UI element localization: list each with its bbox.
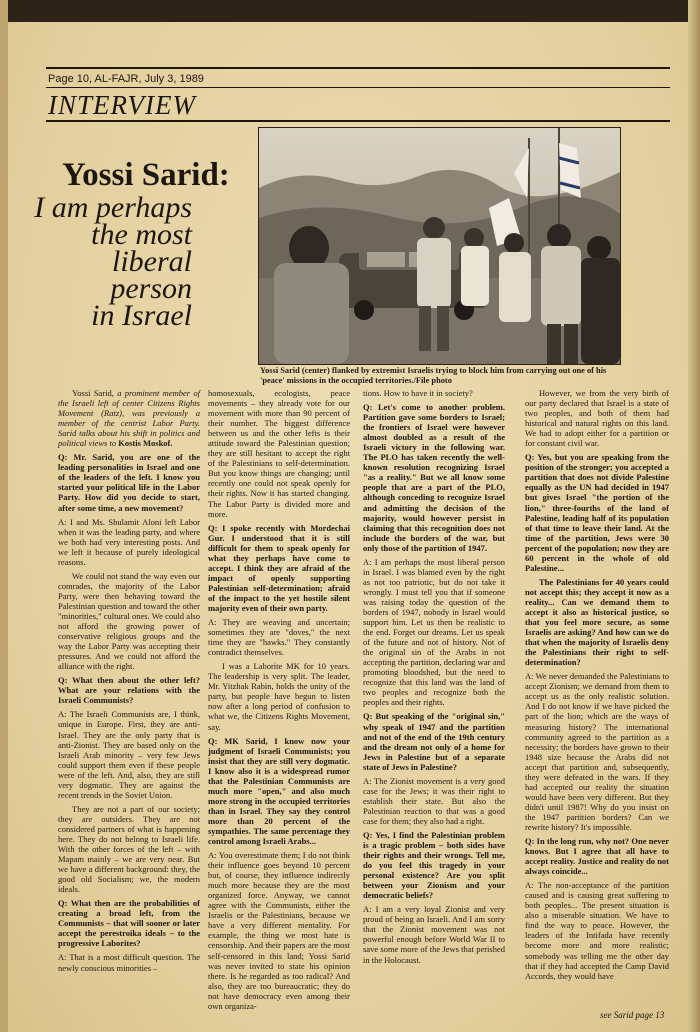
paragraph: Q: What then about the other left? What are your relations with the Israeli Communists? (58, 675, 200, 706)
section-title: INTERVIEW (48, 90, 196, 120)
paragraph: A: I am a very loyal Zionist and very proud of being an Israeli. And I am sorry that the Zionist movement was not powerful enough before World War II to save some more of the Jews that perished in the Holocaust. (363, 904, 505, 965)
paragraph: Q: Mr. Sarid, you are one of the leading personalities in Israel and one of the leaders of the left. I know you started your political life in the Labor Party. How did you decide to start, after some time, a new movement? (58, 452, 200, 513)
paragraph: A: We never demanded the Palestinians to accept Zionism; we demand from them to accept us as the only realistic solution. And I do not know if we have picked the part of the lion; which are the ways of measuring history? The international community agreed to the partition as a necessity; the borders have grown to their 1948 size because the Arabs did not accept that partition and, subsequently, they were defeated in the wars. If they had accepted our reality the situation would have been very different. But they didn't until 1987! Why do you insist on the 1947 partition borders? Can we rewrite history? It's impossible. (525, 671, 669, 832)
news-photo (258, 127, 621, 365)
paragraph: Q: I spoke recently with Mordechai Gur. I understood that it is still difficult for them to speak openly for what they perhaps have come to accept. I think they are afraid of the impact of openly supporting Palestinian self-determination; afraid of the impact to the yet hostile silent majority even of their own party. (208, 522, 350, 613)
headline-line-4: person (110, 272, 192, 305)
photo-caption: Yossi Sarid (center) flanked by extremist Israelis trying to block him from carrying out one of his 'peace' missions in the occupied territories./File photo (260, 366, 607, 385)
paragraph (58, 388, 200, 448)
paragraph: A: That is a most difficult question. The newly conscious minorities – (58, 952, 200, 973)
headline-line-3: liberal (112, 245, 192, 278)
paragraph: I was a Laborite MK for 10 years. The leadership is very split. The leader, Mr. Yitzhak Rabin, holds the unity of the party, but people have begun to listen now after a long period of confusion to what we, the Citizens Rights Movement, say. (208, 661, 350, 732)
continuation-note: see Sarid page 13 (600, 1010, 665, 1020)
byline: Kostis Moskof. (118, 438, 173, 449)
photo-illustration (259, 128, 620, 364)
paragraph: Q: Yes, I find the Palestinian problem is a tragic problem – both sides have their rights and their wrongs. Tell me, do you feel this tragedy in your personal existence? Are you split between your Zionism and your democratic beliefs? (363, 829, 505, 901)
article-column-3 (363, 388, 505, 969)
paragraph: We could not stand the way even our comrades, the majority of the Labor Party, were then behaving toward the Palestinian question and toward the other "minorities," cultural ones. We could also not afford the growing power of conservative religious groups and the way the Labor Party was accepting their pressures. And we could not afford the alliance with the right. (58, 570, 200, 672)
headline-line-5: in Israel (91, 299, 192, 332)
intro-text: a prominent member of the Israeli left of center Citizens Rights Movement (Ratz), was previously a member of the centrist Labor Party. Sarid talks about his shift in politics and political views to (58, 388, 200, 449)
headline-line-2: the most (91, 218, 192, 251)
paragraph: The Palestinians for 40 years could not accept this; they accept it now as a reality... Can we demand them to accept it also as historical justice, so that you feel more secure, as some Israelis are asking? And how can we do that when the majority of Israelis deny the Palestinians their right to self-determination? (525, 576, 669, 668)
headline-name: Yossi Sarid: (62, 157, 230, 193)
paragraph: A: The Zionist movement is a very good case for the Jews; it was their right to establish their state. But also the Palestinian reaction to that was a good case for them; they also had a right. (363, 775, 505, 826)
paragraph: Q: In the long run, why not? One never knows. But I agree that all have to accept reality. Justice and reality do not always coincide... (525, 836, 669, 877)
paragraph: homosexuals, ecologists, peace movements – they already vote for our movement with more than 90 percent of their number. The biggest difference between us and the other lefts is their attitude toward the Palestinian question; they are still hesitant to accept the right of the Palestinians to self-determination. But you know things are changing; until recently one could not speak openly for their rights. Now it has started changing. The Labor Party is divided more and more. (208, 388, 350, 519)
article-column-2 (208, 388, 350, 1015)
paragraph: However, we from the very birth of our party declared that Israel is a state of two peoples, and both of them had historical and natural rights on this land. We had to adopt either for a partition or for constant civil war. (525, 388, 669, 449)
headline-line-1: I am perhaps (34, 191, 192, 224)
scan-right-edge (688, 0, 700, 1032)
paragraph: Q: Yes, but you are speaking from the position of the stronger; you accepted a partition that does not divide Palestine equally as the UN had decided in 1947 but gives Israel "the portion of the lion," three-fourths of the land of Palestine, leading half of its population of that time to leave their land. At the time of the partition, Jews were 30 percent of the population; now they are 60 percent in the whole of old Palestine... (525, 452, 669, 573)
paragraph: Q: MK Sarid, I know now your judgment of Israeli Communists; you insist that they are still very dogmatic. I know also it is a widespread rumor that the Palestinian Communists are much more "open," and also much more strong in the occupied territories than in Israel. They say they control more than 20 percent of the sympathies. The same percentage they control among Israeli Arabs... (208, 735, 350, 847)
paragraph: They are not a part of our society; they are outsiders. They are not considered partners of what is happening here. They do not belong to Israeli life. With the other forces of the left – with Mapam mainly – we are very near. But we have a different background: they, the good old Socialism; we, the modern ideals. (58, 803, 200, 895)
paragraph: Q: But speaking of the "original sin," why speak of 1947 and the partition and not of the end of the 19th century and the dream not only of a home for Jews in Palestine but of a separate state of Jews in Palestine? (363, 711, 505, 772)
paragraph: Q: Let's come to another problem. Partition gave some borders to Israel; the frontiers of Israel were however almost doubled as a result of the Israeli victory in the following war. The PLO has taken recently the well-known resolution recognizing Israel "as a reality." But we all know some people that are a part of the PLO, although conceding to recognize Israel and admitting the decision of the majority, would however persist in claiming that this recognition does not include the borders of the war, but only those of the partition of 1947. (363, 402, 505, 553)
section-rule (46, 120, 670, 122)
scan-left-edge (0, 0, 8, 1032)
top-rule (46, 67, 670, 69)
paragraph: tions. How to have it in society? (363, 388, 473, 398)
paragraph: A: I am perhaps the most liberal person in Israel. I was blamed even by the right as not too patriotic, but do not take it wrongly. I must tell you that if someone was raising today the question of the borders of 1947, nobody in Israel would support him. Let us then be realistic to the end. Forget our dreams. Let us speak of the future and not of history. Not of the original sin of the Arabs in not accepting the partition, declaring war and promoting bloodshed, but the need to recognize that this land was the land of two peoples and recognize both the peoples and their rights. (363, 556, 505, 708)
paragraph: A: I and Ms. Shulamit Aloni left Labor when it was the leading party, and where we both had very interesting posts. And we left it because of purely ideological reasons. (58, 516, 200, 567)
intro-lead: Yossi Sarid, (72, 388, 114, 398)
paragraph: A: You overestimate them; I do not think their influence goes beyond 10 percent but, of course, they influence indirectly much more because they are the most organized force. Anyway, we cannot agree with the Communists, either the Israelis or the Palestinians, because we have a very different mentality. For example, the thing we most hate is censorship. And their papers are the most self-censored in this land; Yossi Sarid was never invited to state his opinion there. Is he regarded as too radical? And also, they are too bureaucratic; they do not have democracy even among their own organiza- (208, 850, 350, 1011)
paragraph: A: The non-acceptance of the partition caused and is causing great suffering to both peoples... The present situation is also a miserable situation. We have to find the way to peace. However, the leaders of the Intifada have recently become more and more realistic; somebody was telling me the other day that if they had accepted the Camp David Accords, they would have (525, 880, 669, 981)
page-folio: Page 10, AL-FAJR, July 3, 1989 (48, 73, 204, 85)
paragraph: Q: What then are the probabilities of creating a broad left, from the Communists – that will sooner or later accept the perestroika ideals – to the progressive Laborites? (58, 898, 200, 949)
scan-top-edge (0, 0, 700, 22)
article-column-1 (58, 388, 200, 977)
paragraph: A: They are weaving and uncertain; sometimes they are "doves," the next time they are "hawks." They constantly contradict themselves. (208, 617, 350, 658)
folio-rule (46, 87, 670, 88)
article-column-4 (525, 388, 669, 985)
paragraph: A: The Israeli Communists are, I think, unique in Europe. First, they are anti-Israel. They are the only party that is anti-Zionist. They are based only on the Israeli Arab minority – very few Jews could support them even if these people were of the left. And, also, they are still very dogmatic. They are against the recent trends in the Soviet Union. (58, 709, 200, 800)
